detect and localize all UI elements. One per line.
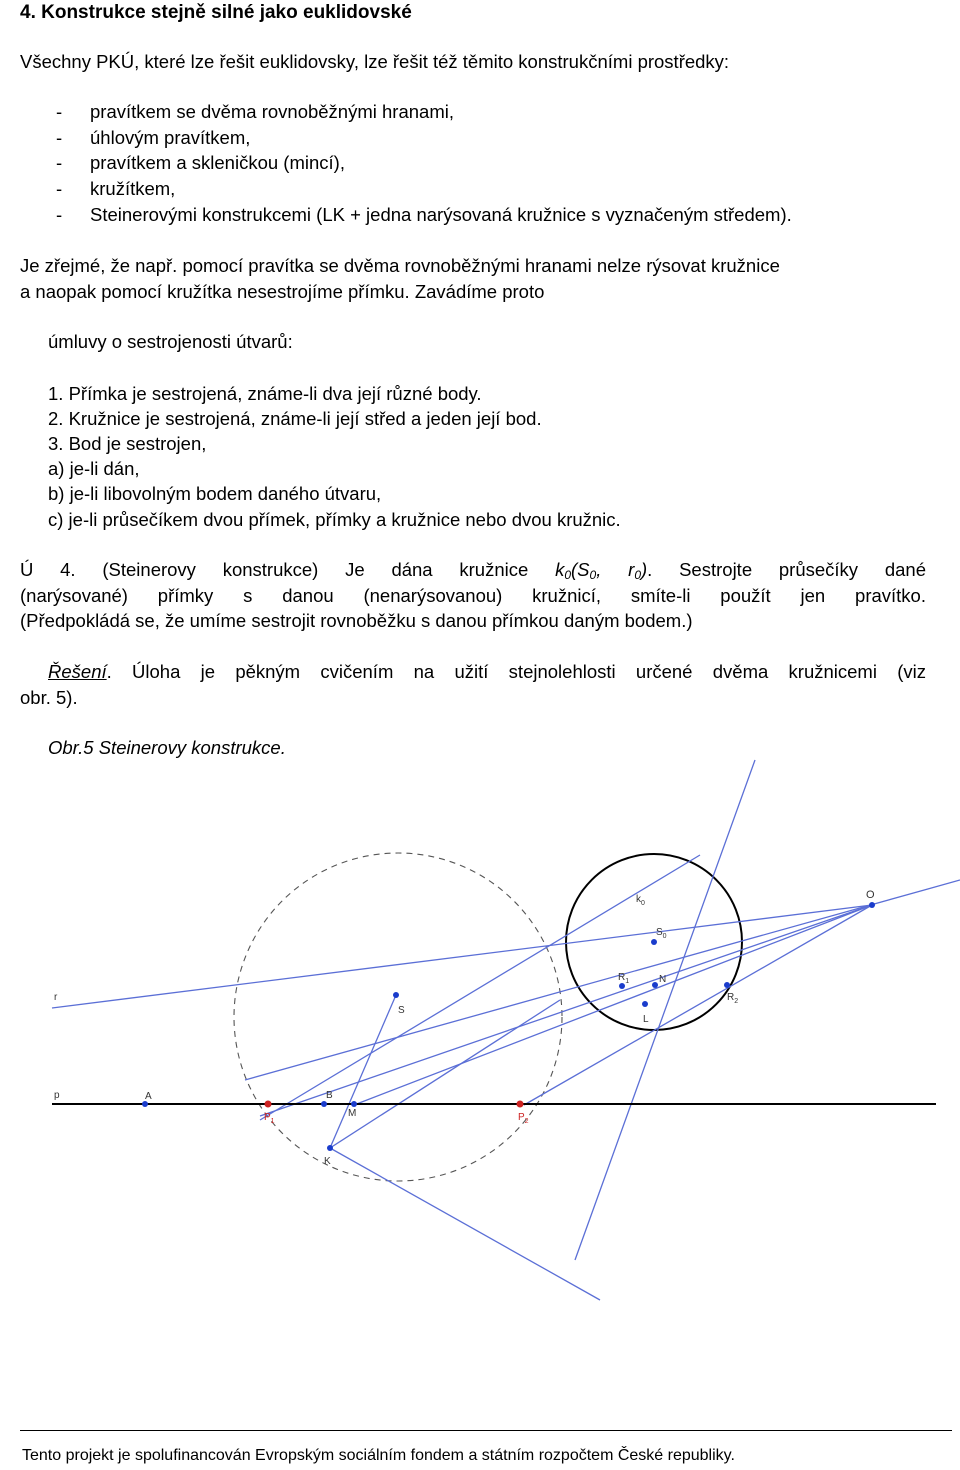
label-P2: $P_2$ xyxy=(518,1112,529,1125)
line-K-down xyxy=(330,1148,600,1300)
point-M xyxy=(351,1101,357,1107)
point-N xyxy=(652,982,658,988)
tool-item-label: úhlovým pravítkem, xyxy=(90,127,251,148)
tool-item-2 xyxy=(56,126,250,150)
label-B: B xyxy=(326,1090,333,1101)
label-S0: $S_0$ xyxy=(656,927,667,940)
label-R2: $R_2$ xyxy=(727,992,739,1005)
tool-item-label: pravítkem se dvěma rovnoběžnými hranami, xyxy=(90,101,454,122)
line-K-up xyxy=(330,1000,560,1148)
conventions-title: úmluvy o sestrojenosti útvarů: xyxy=(48,331,293,352)
list-dash: - xyxy=(56,127,63,148)
label-R1: $R_1$ xyxy=(618,972,630,985)
rule-item: a) je-li dán, xyxy=(48,458,140,479)
auxiliary-dashed-circle xyxy=(234,853,562,1181)
label-M: M xyxy=(348,1108,357,1119)
line-steep-right xyxy=(575,760,755,1260)
label-p: p xyxy=(54,1090,60,1101)
label-k0: $k_0$ xyxy=(636,894,645,907)
line-r xyxy=(52,905,872,1008)
point-R1 xyxy=(619,983,625,989)
list-dash: - xyxy=(56,101,63,122)
solution-text: Úloha je pěkným cvičením na užití stejnolehlosti určené dvěma kružnicemi (viz xyxy=(111,661,926,682)
label-S: S xyxy=(398,1005,405,1016)
point-O xyxy=(869,902,875,908)
paragraph-line: Je zřejmé, že např. pomocí pravítka se dvěma rovnoběžnými hranami nelze rýsovat kružnice xyxy=(20,255,780,276)
section-heading: 4. Konstrukce stejně silné jako euklidovské xyxy=(20,2,412,23)
line-O-M xyxy=(354,905,872,1105)
point-P1 xyxy=(265,1101,272,1108)
tool-item-3 xyxy=(56,151,345,175)
point-B xyxy=(321,1101,327,1107)
task-text: Ú 4. (Steinerovy konstrukce) Je dána kružnice xyxy=(20,559,556,580)
task-line-1 xyxy=(20,558,926,582)
point-S xyxy=(393,992,399,998)
list-dash: - xyxy=(56,152,63,173)
point-R2 xyxy=(724,982,730,988)
figure-caption: Obr.5 Steinerovy konstrukce. xyxy=(48,737,286,758)
tool-item-5 xyxy=(56,203,792,227)
rule-item: c) je-li průsečíkem dvou přímek, přímky a kružnice nebo dvou kružnic. xyxy=(48,509,621,530)
task-line-2: (narýsované) přímky s danou (nenarýsovanou) kružnicí, smíte-li použít jen pravítko. xyxy=(20,585,926,606)
task-line-3: (Předpokládá se, že umíme sestrojit rovnoběžku s danou přímkou daným bodem.) xyxy=(20,610,693,631)
tool-item-4 xyxy=(56,177,175,201)
point-K xyxy=(327,1145,333,1151)
tool-item-1 xyxy=(56,100,454,124)
tool-item-label: kružítkem, xyxy=(90,178,176,199)
steiner-construction-figure xyxy=(0,755,960,1425)
point-P2 xyxy=(517,1101,524,1108)
footer-text: Tento projekt je spolufinancován Evropským sociálním fondem a státním rozpočtem České republiky. xyxy=(22,1447,735,1464)
label-N: N xyxy=(659,974,667,985)
list-dash: - xyxy=(56,204,63,225)
label-r: r xyxy=(54,992,58,1003)
line-P1-top-right xyxy=(245,880,960,1080)
rule-item: 1. Přímka je sestrojená, známe-li dva její různé body. xyxy=(48,383,482,404)
solution-label: Řešení xyxy=(48,661,107,682)
point-L xyxy=(642,1001,648,1007)
label-A: A xyxy=(145,1091,152,1102)
label-P1: $P_1$ xyxy=(264,1112,275,1125)
line-O-P2 xyxy=(524,905,872,1105)
label-L: L xyxy=(643,1014,649,1025)
label-K: K xyxy=(324,1156,331,1167)
intro-text: Všechny PKÚ, které lze řešit euklidovsky, lze řešit též těmito konstrukčními prostředky: xyxy=(20,51,730,72)
list-dash: - xyxy=(56,178,63,199)
tool-item-label: Steinerovými konstrukcemi (LK + jedna narýsovaná kružnice s vyznačeným středem). xyxy=(90,204,792,225)
solution-line-2: obr. 5). xyxy=(20,687,78,708)
circle-symbol: $k_0(S_0$, $r_0$) xyxy=(555,559,648,582)
label-O: O xyxy=(866,889,875,901)
rule-item: b) je-li libovolným bodem daného útvaru, xyxy=(48,483,382,504)
task-text: . Sestrojte průsečíky dané xyxy=(647,559,926,580)
paragraph-line: a naopak pomocí kružítka nesestrojíme přímku. Zavádíme proto xyxy=(20,281,545,302)
rule-item: 2. Kružnice je sestrojená, známe-li její střed a jeden její bod. xyxy=(48,408,542,429)
footer-divider xyxy=(20,1430,952,1431)
point-S0 xyxy=(651,939,657,945)
solution-line-1: Řešení. Úloha je pěkným cvičením na užití stejnolehlosti určené dvěma kružnicemi (viz xyxy=(48,661,926,682)
tool-item-label: pravítkem a skleničkou (mincí), xyxy=(90,152,345,173)
rule-item: 3. Bod je sestrojen, xyxy=(48,433,207,454)
